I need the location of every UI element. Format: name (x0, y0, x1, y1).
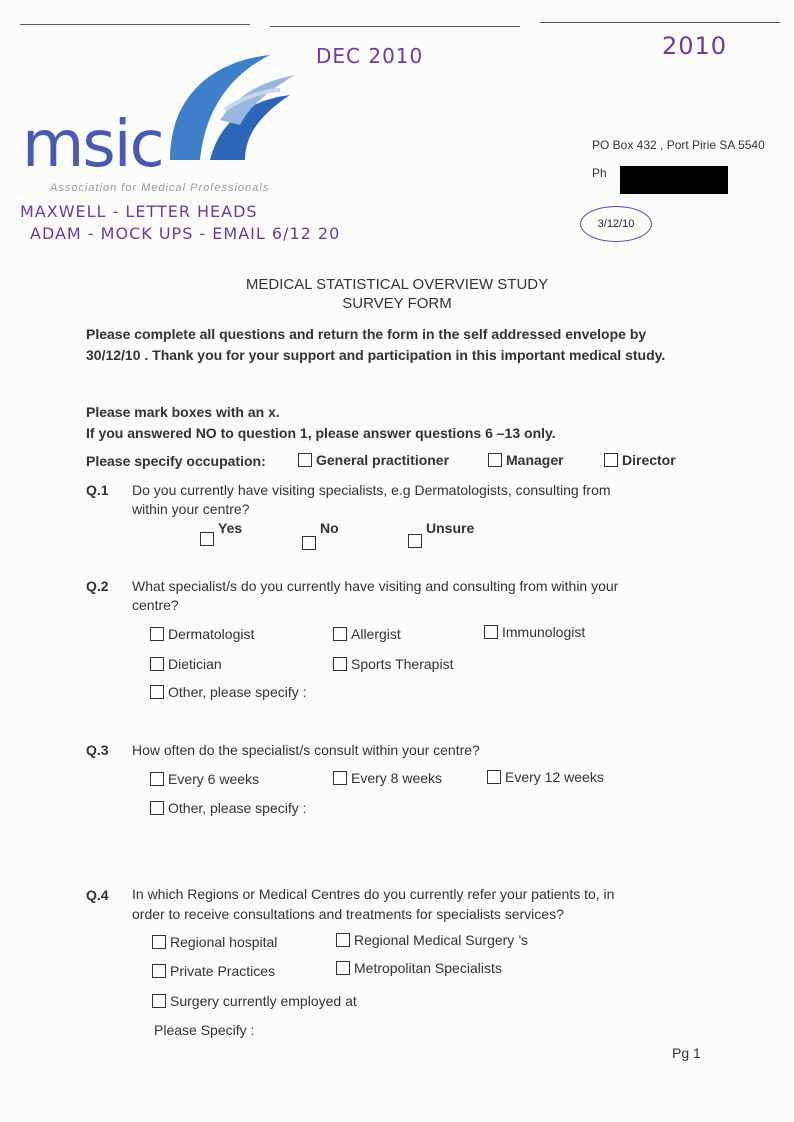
checkbox[interactable] (152, 964, 166, 978)
q1-text-2: within your centre? (132, 501, 250, 517)
checkbox[interactable] (152, 994, 166, 1008)
received-date-stamp: 3/12/10 (580, 206, 652, 242)
q2-option-other[interactable]: Other, please specify : (150, 684, 307, 700)
page-number: Pg 1 (672, 1045, 701, 1061)
q1-text-1: Do you currently have visiting specialists, e.g Dermatologists, consulting from (132, 482, 611, 498)
q4-option-regional-hospital[interactable]: Regional hospital (152, 934, 277, 950)
q1-option-no[interactable]: No (302, 520, 339, 550)
redacted-phone (620, 166, 728, 194)
q3-option-12-weeks[interactable]: Every 12 weeks (487, 769, 604, 785)
q1-option-yes[interactable]: Yes (200, 520, 242, 546)
q3-option-6-weeks[interactable]: Every 6 weeks (150, 771, 259, 787)
handwritten-note-2: ADAM - MOCK UPS - EMAIL 6/12 20 (30, 224, 341, 243)
logo-text: msic (22, 108, 163, 182)
checkbox[interactable] (604, 453, 618, 467)
checkbox[interactable] (333, 627, 347, 641)
q4-text-2: order to receive consultations and treatments for specialists services? (132, 906, 564, 922)
msic-logo-swoosh-icon (150, 50, 300, 180)
q4-text-1: In which Regions or Medical Centres do you currently refer your patients to, in (132, 886, 615, 902)
top-rule-middle (270, 26, 520, 27)
q2-option-dermatologist[interactable]: Dermatologist (150, 626, 254, 642)
checkbox[interactable] (487, 770, 501, 784)
intro-line-1: Please complete all questions and return the form in the self addressed envelope by (86, 326, 647, 342)
checkbox[interactable] (333, 657, 347, 671)
intro-line-2: 30/12/10 . Thank you for your support and participation in this important medical study. (86, 347, 666, 363)
q3-option-other[interactable]: Other, please specify : (150, 800, 307, 816)
checkbox[interactable] (336, 961, 350, 975)
occupation-option-gp[interactable]: General practitioner (298, 452, 449, 468)
q3-text-1: How often do the specialist/s consult within your centre? (132, 742, 480, 758)
top-rule-left (20, 24, 250, 25)
handwritten-year: 2010 (662, 32, 728, 60)
q1-number: Q.1 (86, 482, 109, 498)
checkbox[interactable] (488, 453, 502, 467)
q2-option-immunologist[interactable]: Immunologist (484, 624, 585, 640)
q2-option-sports-therapist[interactable]: Sports Therapist (333, 656, 453, 672)
q4-option-private-practices[interactable]: Private Practices (152, 963, 275, 979)
occupation-label: Please specify occupation: (86, 453, 266, 469)
checkbox[interactable] (150, 772, 164, 786)
q2-number: Q.2 (86, 578, 109, 594)
q4-option-regional-medical-surgery[interactable]: Regional Medical Surgery ’s (336, 932, 528, 948)
q2-option-allergist[interactable]: Allergist (333, 626, 401, 642)
form-subtitle: SURVEY FORM (342, 295, 452, 312)
occupation-option-manager[interactable]: Manager (488, 452, 564, 468)
occupation-option-director[interactable]: Director (604, 452, 676, 468)
checkbox[interactable] (484, 625, 498, 639)
q4-option-surgery-employed[interactable]: Surgery currently employed at (152, 993, 357, 1009)
top-rule-right (540, 22, 780, 23)
q3-number: Q.3 (86, 742, 109, 758)
checkbox[interactable] (333, 771, 347, 785)
checkbox[interactable] (150, 657, 164, 671)
checkbox[interactable] (150, 685, 164, 699)
q4-option-metropolitan-specialists[interactable]: Metropolitan Specialists (336, 960, 502, 976)
handwritten-note-1: MAXWELL - LETTER HEADS (20, 202, 258, 221)
checkbox[interactable] (408, 534, 422, 548)
checkbox[interactable] (298, 453, 312, 467)
phone-label: Ph (592, 166, 607, 180)
handwritten-date: DEC 2010 (316, 44, 424, 68)
q4-number: Q.4 (86, 887, 109, 903)
checkbox[interactable] (200, 532, 214, 546)
q2-option-dietician[interactable]: Dietician (150, 656, 222, 672)
tagline: Association for Medical Professionals (50, 182, 270, 194)
checkbox[interactable] (336, 933, 350, 947)
checkbox[interactable] (152, 935, 166, 949)
q2-text-2: centre? (132, 597, 179, 613)
q1-option-unsure[interactable]: Unsure (408, 520, 474, 548)
q3-option-8-weeks[interactable]: Every 8 weeks (333, 770, 442, 786)
q2-text-1: What specialist/s do you currently have visiting and consulting from within your (132, 578, 619, 594)
instruction-line-1: Please mark boxes with an x. (86, 404, 280, 420)
q4-specify-label: Please Specify : (154, 1022, 255, 1038)
postal-address: PO Box 432 , Port Pirie SA 5540 (592, 138, 765, 152)
form-title: MEDICAL STATISTICAL OVERVIEW STUDY (245, 276, 549, 293)
checkbox[interactable] (150, 627, 164, 641)
checkbox[interactable] (302, 536, 316, 550)
checkbox[interactable] (150, 801, 164, 815)
instruction-line-2: If you answered NO to question 1, please answer questions 6 –13 only. (86, 425, 556, 441)
